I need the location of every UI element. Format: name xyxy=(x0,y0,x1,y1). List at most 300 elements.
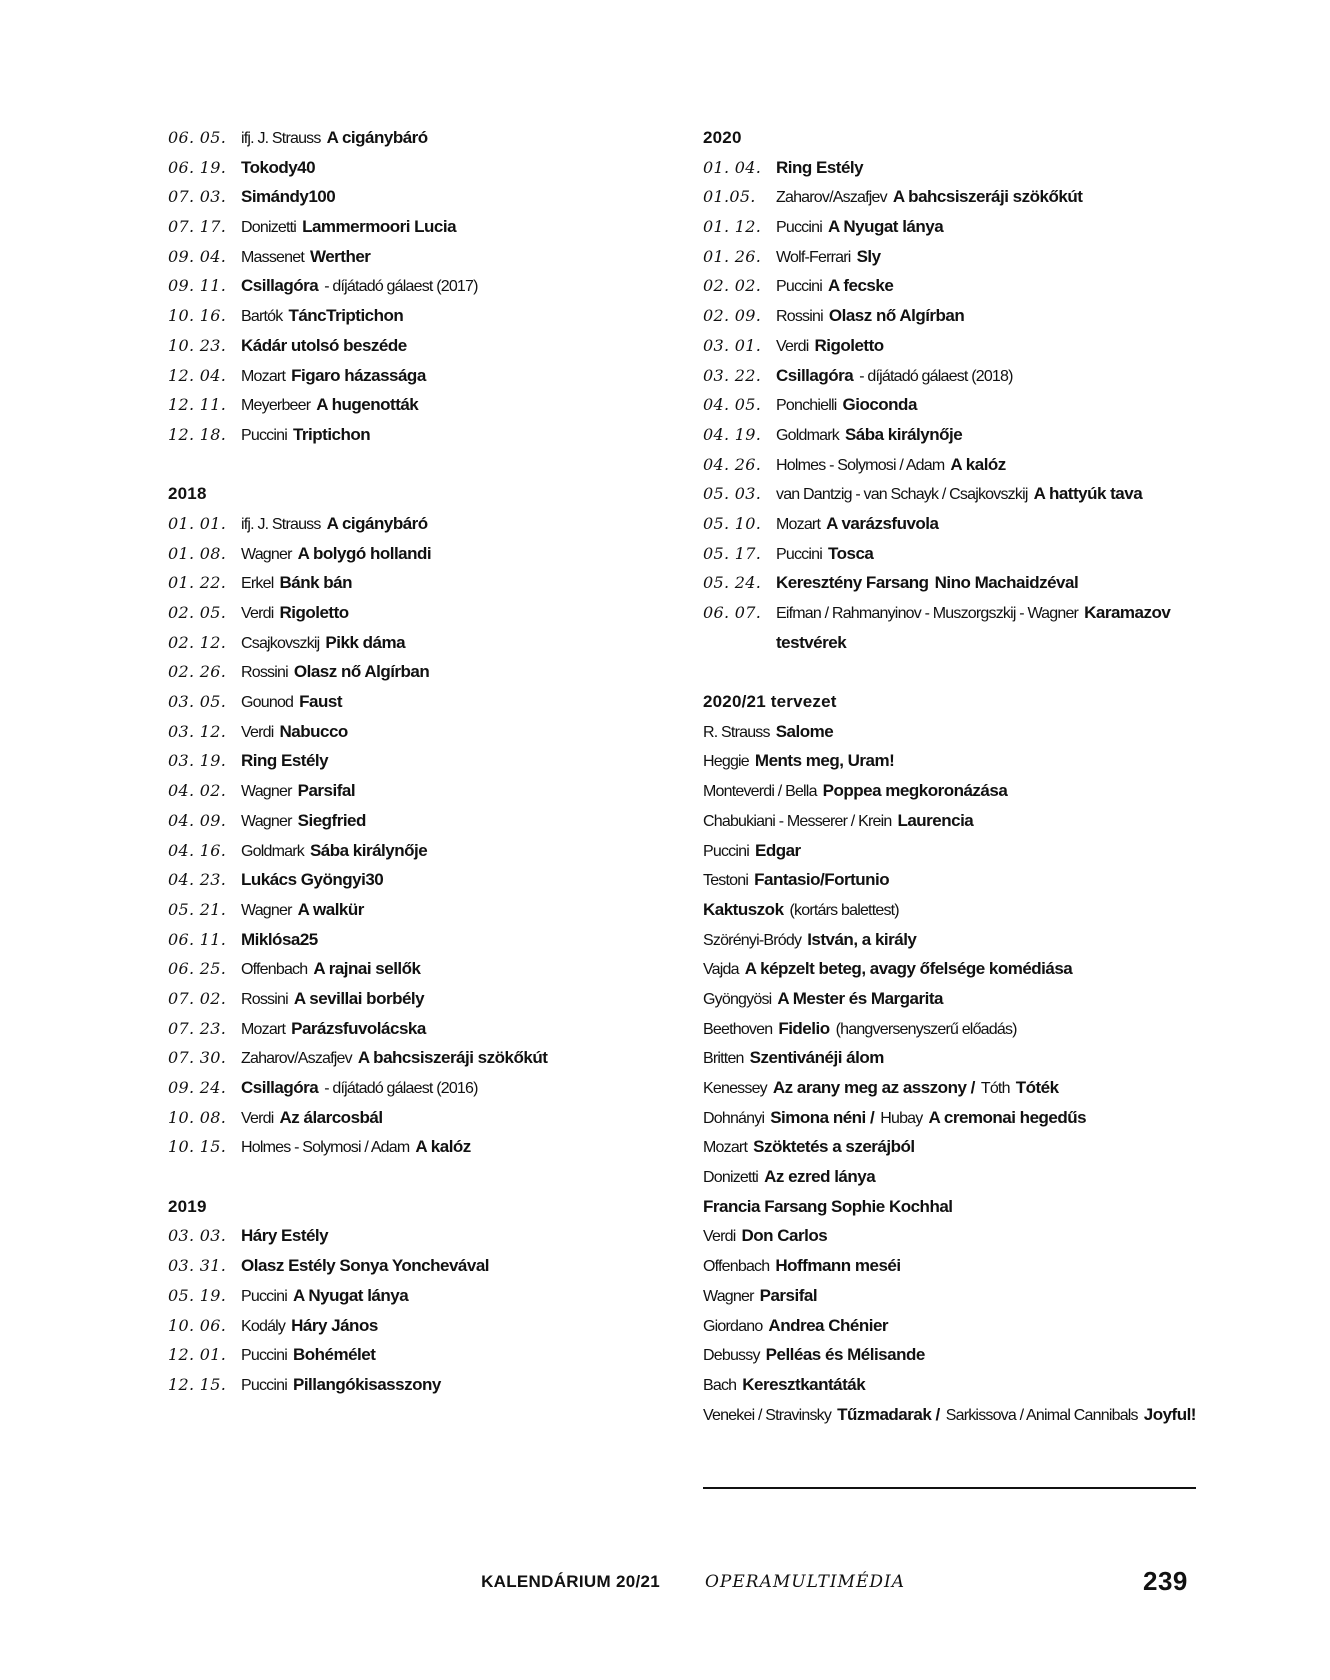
event-entry xyxy=(168,1019,688,1049)
event-credit: Offenbach xyxy=(241,961,308,979)
event-title: Salome xyxy=(775,721,834,741)
event-credit: Puccini xyxy=(776,545,822,563)
event-date: 10. 08. xyxy=(168,1107,227,1127)
event-date: 01.05. xyxy=(703,187,756,207)
event-date: 10. 16. xyxy=(168,306,227,326)
event-credit: Heggie xyxy=(703,753,749,771)
event-date: 10. 23. xyxy=(168,335,227,355)
event-credit: Verdi xyxy=(241,605,274,622)
event-title: Háry Estély xyxy=(241,1226,329,1246)
event-entry xyxy=(168,751,688,781)
event-text xyxy=(241,603,349,623)
event-entry xyxy=(703,1286,1203,1316)
event-credit: Puccini xyxy=(776,219,822,237)
event-entry xyxy=(703,633,1203,663)
event-text xyxy=(241,395,418,415)
event-date: 06. 25. xyxy=(168,959,227,979)
event-date: 01. 08. xyxy=(168,543,227,563)
event-title: Francia Farsang Sophie Kochhal xyxy=(703,1196,953,1216)
event-text xyxy=(703,1286,817,1306)
event-title: Csillagóra xyxy=(241,1078,319,1097)
event-entry xyxy=(703,1197,1203,1227)
event-credit: Erkel xyxy=(241,575,274,593)
year-heading: 2019 xyxy=(168,1196,207,1216)
event-credit: Rossini xyxy=(241,664,288,682)
event-entry xyxy=(703,217,1203,247)
event-date: 03. 12. xyxy=(168,721,227,741)
event-title: Lukács Gyöngyi30 xyxy=(241,870,384,890)
event-credit: Sarkissova / Animal Cannibals xyxy=(945,1406,1138,1424)
event-entry xyxy=(703,276,1203,306)
event-date: 03. 19. xyxy=(168,751,227,771)
event-credit: Puccini xyxy=(241,1376,287,1394)
event-title: A Mester és Margarita xyxy=(777,988,943,1008)
event-credit: (hangversenyszerű előadás) xyxy=(835,1020,1017,1038)
event-text xyxy=(776,366,1013,386)
event-title: A hugenották xyxy=(316,395,419,415)
event-text xyxy=(703,1345,925,1365)
event-date: 03. 05. xyxy=(168,692,227,712)
event-title: Nabucco xyxy=(279,721,348,741)
footer-publication: KALENDÁRIUM 20/21 xyxy=(481,1572,660,1591)
event-title: Figaro házassága xyxy=(291,365,426,385)
event-title: Triptichon xyxy=(292,424,371,444)
event-title: Laurencia xyxy=(897,810,974,830)
event-credit: Verdi xyxy=(241,723,274,741)
event-text xyxy=(703,1405,1196,1425)
event-text xyxy=(241,1078,478,1098)
event-title: A Nyugat lánya xyxy=(292,1285,409,1305)
event-title: Ments meg, Uram! xyxy=(754,751,895,771)
event-text xyxy=(241,633,405,653)
event-entry xyxy=(703,1226,1203,1256)
event-credit: Wagner xyxy=(703,1287,754,1305)
event-credit: Rossini xyxy=(241,990,288,1008)
event-date: 04. 23. xyxy=(168,870,227,890)
event-title: Hoffmann meséi xyxy=(775,1256,901,1276)
event-entry xyxy=(168,781,688,811)
event-entry xyxy=(703,306,1203,336)
event-credit: Chabukiani - Messerer / Krein xyxy=(703,812,892,830)
event-date: 02. 05. xyxy=(168,603,227,622)
event-title: Sába királynője xyxy=(309,840,428,860)
event-credit: Wagner xyxy=(241,901,292,919)
event-entry xyxy=(703,187,1203,217)
event-title: Az álarcosbál xyxy=(279,1107,383,1127)
event-entry xyxy=(168,425,688,455)
event-text xyxy=(241,1137,471,1157)
event-date: 01. 01. xyxy=(168,513,227,533)
event-date: 04. 19. xyxy=(703,424,762,444)
section-spacer xyxy=(703,662,1203,692)
event-text xyxy=(241,722,348,742)
event-date: 12. 15. xyxy=(168,1374,227,1394)
event-entry xyxy=(168,989,688,1019)
event-title: A varázsfuvola xyxy=(826,513,939,533)
event-date: 05. 24. xyxy=(703,573,762,593)
event-text xyxy=(241,1019,426,1039)
divider-rule xyxy=(703,1487,1196,1489)
event-title: TáncTriptichon xyxy=(288,306,404,326)
right-column xyxy=(703,128,1203,1434)
event-text xyxy=(703,1197,953,1217)
event-date: 04. 26. xyxy=(703,454,762,474)
event-credit: Goldmark xyxy=(776,426,839,444)
event-text xyxy=(703,930,916,950)
event-text xyxy=(776,455,1006,475)
event-credit: Mozart xyxy=(241,367,286,385)
year-heading: 2020 xyxy=(703,128,742,147)
event-text xyxy=(776,336,884,356)
event-credit: Puccini xyxy=(776,278,822,296)
event-text xyxy=(703,959,1072,979)
event-entry xyxy=(703,247,1203,277)
event-credit: R. Strauss xyxy=(703,723,770,741)
event-entry xyxy=(703,1137,1203,1167)
event-credit: Eifman / Rahmanyinov - Muszorgszkij - Wagner xyxy=(776,605,1079,622)
event-title: Werther xyxy=(309,246,371,266)
event-date: 10. 15. xyxy=(168,1137,227,1157)
event-credit: Massenet xyxy=(241,248,304,266)
event-entry xyxy=(703,455,1203,485)
event-credit: Rossini xyxy=(776,308,823,326)
event-credit: Holmes - Solymosi / Adam xyxy=(241,1139,410,1157)
event-entry xyxy=(703,366,1203,396)
event-entry xyxy=(703,1345,1203,1375)
event-text xyxy=(241,989,424,1009)
event-text xyxy=(776,187,1082,207)
event-credit: Britten xyxy=(703,1050,744,1068)
event-date: 09. 11. xyxy=(168,276,227,296)
event-text xyxy=(776,247,881,267)
event-title: Simona néni / xyxy=(770,1107,875,1127)
event-entry xyxy=(168,366,688,396)
event-entry xyxy=(168,514,688,544)
event-entry xyxy=(168,276,688,306)
event-credit: Kenessey xyxy=(703,1080,767,1097)
event-text xyxy=(241,959,421,979)
event-date: 06. 19. xyxy=(168,157,227,177)
event-date: 02. 02. xyxy=(703,276,762,296)
event-text xyxy=(241,217,456,237)
event-credit: Wagner xyxy=(241,783,292,801)
event-title: Szentivánéji álom xyxy=(749,1048,884,1068)
event-title: Az ezred lánya xyxy=(764,1167,876,1187)
event-entry xyxy=(168,573,688,603)
event-date: 03. 03. xyxy=(168,1226,227,1246)
event-title: Lammermoori Lucia xyxy=(302,217,457,237)
event-date: 07. 02. xyxy=(168,988,227,1008)
event-text xyxy=(703,1078,1059,1098)
event-credit: Testoni xyxy=(703,872,749,890)
event-date: 06. 05. xyxy=(168,128,227,147)
event-text xyxy=(241,1226,328,1246)
event-text xyxy=(703,1316,888,1336)
event-title: A cigánybáró xyxy=(326,128,428,147)
event-credit: (kortárs balettest) xyxy=(789,901,899,919)
event-entry xyxy=(168,158,688,188)
event-text xyxy=(703,781,1007,801)
event-date: 04. 09. xyxy=(168,810,227,830)
event-entry xyxy=(168,959,688,989)
year-heading: 2018 xyxy=(168,484,207,504)
event-title: Poppea megkoronázása xyxy=(822,781,1008,801)
event-title: Tosca xyxy=(827,543,874,563)
event-title: Kádár utolsó beszéde xyxy=(241,335,407,355)
event-text xyxy=(703,989,943,1009)
event-entry xyxy=(703,1405,1203,1435)
event-credit: Wagner xyxy=(241,545,292,563)
event-title: Olasz nő Algírban xyxy=(293,662,430,682)
year-heading: 2020/21 tervezet xyxy=(703,692,837,712)
event-entry xyxy=(703,1167,1203,1197)
event-text xyxy=(776,395,917,415)
event-date: 04. 16. xyxy=(168,840,227,860)
event-title: A hattyúk tava xyxy=(1033,484,1143,504)
event-entry xyxy=(703,395,1203,425)
event-title: Tűzmadarak / xyxy=(837,1404,940,1424)
event-credit: Tóth xyxy=(980,1080,1010,1097)
event-title: A képzelt beteg, avagy őfelsége komédiása xyxy=(744,959,1073,979)
event-text xyxy=(241,1345,375,1365)
footer-section: OPERAMULTIMÉDIA xyxy=(705,1572,905,1592)
event-text xyxy=(703,1137,915,1157)
event-entry xyxy=(703,751,1203,781)
event-date: 06. 11. xyxy=(168,929,227,949)
event-text xyxy=(241,781,355,801)
event-text xyxy=(241,336,407,356)
event-credit: Mozart xyxy=(241,1020,286,1038)
event-entry xyxy=(703,722,1203,752)
event-entry xyxy=(703,1316,1203,1346)
event-text xyxy=(241,841,427,861)
event-entry xyxy=(168,1137,688,1167)
event-entry xyxy=(168,662,688,692)
left-column xyxy=(168,128,688,1405)
event-credit: - díjátadó gálaest (2016) xyxy=(324,1080,478,1097)
event-text xyxy=(241,662,429,682)
event-entry xyxy=(168,128,688,158)
event-credit: Gounod xyxy=(241,694,294,712)
event-entry xyxy=(703,1256,1203,1286)
event-title: Olasz Estély Sonya Yonchevával xyxy=(241,1256,490,1276)
event-title: Sly xyxy=(856,246,881,266)
event-text xyxy=(241,128,428,148)
event-entry xyxy=(703,484,1203,514)
event-text xyxy=(241,900,364,920)
event-entry xyxy=(703,841,1203,871)
event-entry xyxy=(168,841,688,871)
event-title: A cigánybáró xyxy=(326,513,428,533)
event-entry xyxy=(703,544,1203,574)
event-text xyxy=(241,366,426,386)
event-credit: Puccini xyxy=(703,842,749,860)
event-credit: Gyöngyösi xyxy=(703,990,772,1008)
event-title: Nino Machaidzéval xyxy=(934,573,1079,593)
event-entry xyxy=(168,811,688,841)
event-credit: Ponchielli xyxy=(776,397,837,415)
event-date: 12. 01. xyxy=(168,1345,227,1365)
event-title: Kaktuszok xyxy=(703,899,784,919)
event-entry xyxy=(168,395,688,425)
event-text xyxy=(241,514,428,534)
event-text xyxy=(703,1167,875,1187)
event-text xyxy=(703,1108,1086,1128)
event-credit: Dohnányi xyxy=(703,1109,765,1127)
event-date: 01. 26. xyxy=(703,246,762,266)
event-entry xyxy=(168,900,688,930)
event-text xyxy=(241,573,352,593)
event-entry xyxy=(703,573,1203,603)
event-date: 02. 09. xyxy=(703,306,762,326)
event-title: Csillagóra xyxy=(776,365,854,385)
event-title: Don Carlos xyxy=(741,1226,828,1246)
event-title: Joyful! xyxy=(1143,1404,1196,1424)
event-credit: Csajkovszkij xyxy=(241,634,320,652)
event-date: 03. 01. xyxy=(703,335,762,355)
event-text xyxy=(776,544,873,564)
event-credit: Zaharov/Aszafjev xyxy=(776,189,887,207)
event-title: Rigoletto xyxy=(814,335,884,355)
event-date: 09. 24. xyxy=(168,1078,227,1097)
event-date: 01. 12. xyxy=(703,217,762,237)
event-text xyxy=(241,751,328,771)
event-credit: Monteverdi / Bella xyxy=(703,783,817,801)
event-title: Tóték xyxy=(1015,1078,1059,1097)
event-text xyxy=(703,811,973,831)
event-entry xyxy=(703,603,1203,633)
event-text xyxy=(776,276,893,296)
event-text xyxy=(241,276,478,296)
event-date: 02. 12. xyxy=(168,632,227,652)
event-title: A kalóz xyxy=(950,454,1006,474)
event-credit: Offenbach xyxy=(703,1258,770,1276)
event-entry xyxy=(703,959,1203,989)
event-credit: Wolf-Ferrari xyxy=(776,248,851,266)
event-date: 07. 23. xyxy=(168,1018,227,1038)
event-credit: Mozart xyxy=(703,1139,748,1157)
event-title: Csillagóra xyxy=(241,276,319,296)
event-entry xyxy=(703,1019,1203,1049)
event-credit: Verdi xyxy=(241,1109,274,1127)
event-date: 04. 02. xyxy=(168,781,227,801)
event-credit: Bartók xyxy=(241,308,283,326)
event-text xyxy=(241,158,315,178)
event-date: 03. 22. xyxy=(703,365,762,385)
event-credit: Giordano xyxy=(703,1317,763,1335)
event-entry xyxy=(168,692,688,722)
event-credit: Verdi xyxy=(703,1228,736,1246)
event-title: Karamazov xyxy=(1084,603,1171,622)
event-entry xyxy=(168,633,688,663)
event-entry xyxy=(703,1048,1203,1078)
event-date: 05. 10. xyxy=(703,513,762,533)
event-entry xyxy=(168,870,688,900)
event-credit: Wagner xyxy=(241,812,292,830)
event-text xyxy=(241,1375,441,1395)
event-title: Szöktetés a szerájból xyxy=(753,1137,915,1157)
event-title: Siegfried xyxy=(297,810,366,830)
event-entry xyxy=(703,811,1203,841)
event-credit: van Dantzig - van Schayk / Csajkovszkij xyxy=(776,486,1028,504)
event-title: A cremonai hegedűs xyxy=(928,1107,1087,1127)
event-date: 07. 17. xyxy=(168,217,227,237)
event-title: Sába királynője xyxy=(844,424,963,444)
event-date: 02. 26. xyxy=(168,662,227,682)
event-credit: Vajda xyxy=(703,961,739,979)
event-text xyxy=(241,1286,408,1306)
event-text xyxy=(776,217,943,237)
event-credit: Kodály xyxy=(241,1317,286,1335)
event-text xyxy=(703,722,833,742)
event-text xyxy=(703,751,894,771)
event-title: Tokody40 xyxy=(241,157,316,177)
event-text xyxy=(776,603,1170,623)
event-title: Pillangókisasszony xyxy=(292,1374,441,1394)
event-text xyxy=(776,573,1078,593)
event-text xyxy=(241,692,342,712)
event-date: 12. 18. xyxy=(168,424,227,444)
event-title: A bahcsiszeráji szökőkút xyxy=(892,187,1083,207)
event-date: 09. 04. xyxy=(168,246,227,266)
event-title: Miklósa25 xyxy=(241,929,318,949)
event-credit: Donizetti xyxy=(241,219,297,237)
event-text xyxy=(241,811,366,831)
event-credit: - díjátadó gálaest (2017) xyxy=(324,278,478,296)
event-text xyxy=(703,1226,827,1246)
event-credit: Szörényi-Bródy xyxy=(703,931,802,949)
event-date: 05. 17. xyxy=(703,543,762,563)
event-title: Parsifal xyxy=(759,1285,818,1305)
page-footer xyxy=(0,1566,1330,1612)
event-entry xyxy=(168,187,688,217)
event-text xyxy=(776,306,964,326)
event-text xyxy=(241,247,370,267)
event-credit: Hubay xyxy=(880,1109,923,1127)
event-entry xyxy=(168,1078,688,1108)
event-entry xyxy=(168,1375,688,1405)
event-entry xyxy=(703,781,1203,811)
event-title: Olasz nő Algírban xyxy=(828,306,965,326)
event-credit: Debussy xyxy=(703,1347,760,1365)
event-title: Háry János xyxy=(291,1315,378,1335)
event-title: Gioconda xyxy=(842,395,917,415)
event-entry xyxy=(168,1256,688,1286)
event-credit: Goldmark xyxy=(241,842,304,860)
event-entry xyxy=(168,1345,688,1375)
event-text xyxy=(776,484,1142,504)
event-text xyxy=(703,900,899,920)
event-title: testvérek xyxy=(776,632,847,652)
event-title: A bolygó hollandi xyxy=(297,543,432,563)
event-title: A walkür xyxy=(297,899,364,919)
event-text xyxy=(241,187,335,207)
page-number: 239 xyxy=(1143,1566,1188,1596)
event-text xyxy=(703,1048,884,1068)
event-entry xyxy=(168,1108,688,1138)
event-text xyxy=(241,544,431,564)
event-entry xyxy=(703,989,1203,1019)
event-text xyxy=(241,1048,547,1068)
event-text xyxy=(241,1316,378,1336)
event-date: 05. 21. xyxy=(168,899,227,919)
event-entry xyxy=(703,425,1203,455)
event-entry xyxy=(703,900,1203,930)
event-title: Keresztény Farsang xyxy=(776,573,929,593)
event-entry xyxy=(168,603,688,633)
event-date: 07. 03. xyxy=(168,187,227,207)
event-entry xyxy=(703,1078,1203,1108)
